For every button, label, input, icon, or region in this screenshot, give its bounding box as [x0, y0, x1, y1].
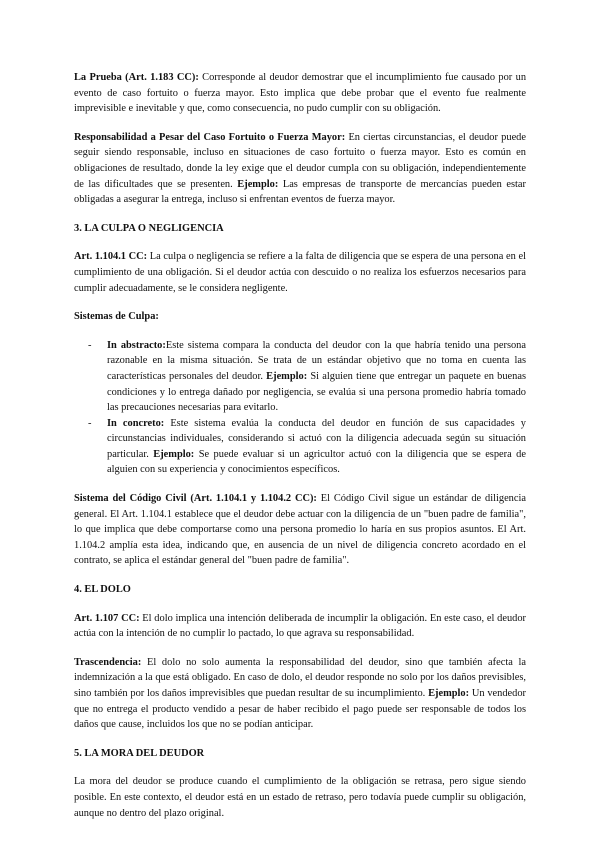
paragraph-lead: Art. 1.107 CC: — [74, 612, 140, 624]
example-text: Un vendedor que no entrega el producto vendido a pesar de haber recibido el pago puede ser responsable de todos los daños que cause, incluidos los que no se podían anticipar. — [74, 688, 526, 731]
example-label: Ejemplo: — [153, 448, 195, 460]
example-label: Ejemplo: — [237, 178, 279, 190]
paragraph-la-prueba — [74, 70, 526, 117]
list-item-lead: In concreto: — [107, 417, 165, 429]
section-heading-mora: 5. LA MORA DEL DEUDOR — [74, 747, 205, 759]
section-heading-culpa: 3. LA CULPA O NEGLIGENCIA — [74, 222, 224, 234]
paragraph-text: El dolo implica una intención deliberada de incumplir la obligación. En este caso, el deudor actúa con la intención de no cumplir lo pactado, lo que agrava su responsabilidad. — [74, 612, 527, 640]
example-text: Se puede evaluar si un agricultor actuó con la diligencia que se espera de alguien con su experiencia y conocimientos específicos. — [107, 448, 526, 476]
list-item-text: Este sistema compara la conducta del deudor con la que habría tenido una persona razonable en la misma situación. Se trata de un estándar objetivo que no toma en cuenta las características personales del deudor. — [107, 339, 526, 382]
example-label: Ejemplo: — [266, 370, 308, 382]
paragraph-lead: Trascendencia: — [74, 656, 142, 668]
paragraph-responsabilidad — [74, 130, 526, 208]
paragraph-text: El dolo no solo aumenta la responsabilidad del deudor, sino que también afecta la indemnización a la que está obligado. En caso de dolo, el deudor responde no solo por los daños previsibles, sino también por los daños imprevisibles que puedan resultar de su incumplimiento. — [74, 656, 526, 699]
example-text: Las empresas de transporte de mercancías pueden estar obligadas a asegurar la entrega, incluso si enfrentan eventos de fuerza mayor. — [74, 178, 526, 206]
example-text: Si alguien tiene que entregar un paquete en buenas condiciones y lo entrega dañado por negligencia, se evalúa si una persona promedio habría tomado las precauciones necesarias para evitarlo. — [107, 370, 527, 414]
paragraph-text: La mora del deudor se produce cuando el cumplimiento de la obligación se retrasa, pero sigue siendo posible. En este contexto, el deudor está en un estado de retraso, pero todavía puede cumplir su obligación, aunque no dentro del plazo original. — [74, 776, 526, 819]
paragraph-lead: Art. 1.104.1 CC: — [74, 251, 148, 263]
list-item-in-concreto — [74, 416, 526, 478]
paragraph-sistema-codigo-civil — [74, 491, 526, 569]
list-item-in-abstracto — [74, 338, 526, 416]
paragraph-trascendencia — [74, 655, 526, 733]
list-item-text: Este sistema evalúa la conducta del deudor en función de sus capacidades y circunstancias individuales, considerando si actuó con la diligencia adecuada según su situación particular. — [107, 417, 526, 460]
paragraph-art-1104-1 — [74, 249, 526, 296]
paragraph-art-1107 — [74, 611, 526, 642]
list-item-lead: In abstracto: — [107, 339, 166, 351]
subheading-sistemas-de-culpa: Sistemas de Culpa: — [74, 311, 159, 323]
paragraph-text: En ciertas circunstancias, el deudor puede seguir siendo responsable, incluso en situaciones de caso fortuito o fuerza mayor. Esto es común en obligaciones de resultado, donde la ley exige que el deudor cumpla con su obligación, independientemente de las dificultades que se presenten. — [74, 131, 526, 190]
culpa-systems-list — [74, 338, 526, 478]
paragraph-lead: La Prueba (Art. 1.183 CC): — [74, 72, 199, 83]
example-label: Ejemplo: — [428, 688, 470, 699]
paragraph-lead: Sistema del Código Civil (Art. 1.104.1 y 1.104.2 CC): — [74, 493, 317, 505]
paragraph-text: La culpa o negligencia se refiere a la falta de diligencia que se espera de una persona en el cumplimiento de una obligación. Si el deudor actúa con descuido o no realiza los esfuerzos necesarios para cumplir adecuadamente, se le considera negligente. — [74, 251, 526, 294]
paragraph-mora — [74, 774, 526, 821]
section-heading-dolo: 4. EL DOLO — [74, 584, 131, 596]
paragraph-text: El Código Civil sigue un estándar de diligencia general. El Art. 1.104.1 establece que el deudor debe actuar con la diligencia de un "buen padre de familia", lo que implica que debe comportarse como una persona promedio lo haría en sus propios asuntos. El Art. 1.104.2 amplía esta idea, indicando que, en ausencia de un nivel de diligencia concreto acordado en el contrato, se aplica el estándar general del "buen padre de familia". — [74, 493, 526, 567]
paragraph-text: Corresponde al deudor demostrar que el incumplimiento fue causado por un evento de caso fortuito o fuerza mayor. Esto implica que debe probar que el evento fue realmente imprevisible e inevitable y que, como consecuencia, no pudo cumplir con su obligación. — [74, 72, 527, 115]
paragraph-lead: Responsabilidad a Pesar del Caso Fortuito o Fuerza Mayor: — [74, 131, 346, 143]
